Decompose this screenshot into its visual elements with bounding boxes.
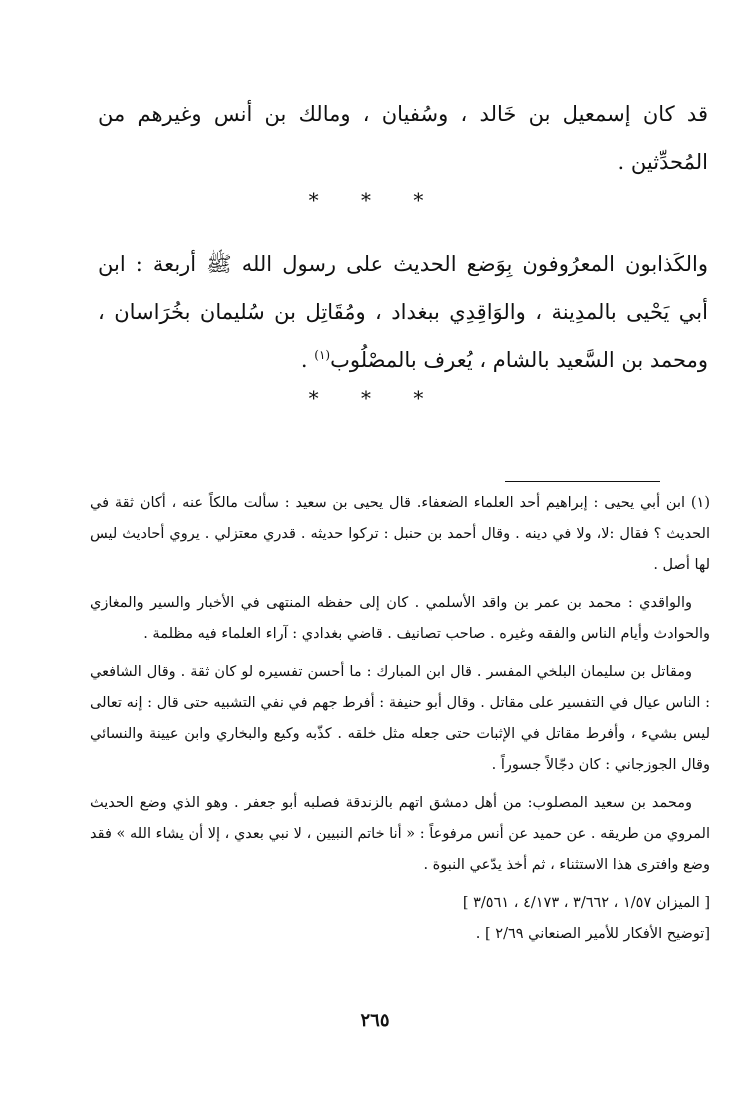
footnote-divider bbox=[505, 481, 660, 482]
page-number: ٢٦٥ bbox=[360, 1010, 390, 1031]
footnote-waqidi: والواقدي : محمد بن عمر بن واقد الأسلمي . كان إلى حفظه المنتهى في الأخبار والسير والمغازي والحوادث وأيام الناس والفقه وغيره . صاحب تصانيف . قاضي بغدادي : آراء العلماء فيه مظلمة . bbox=[90, 595, 710, 642]
paragraph-2-end: . bbox=[300, 348, 315, 372]
footnote-muqatil: ومقاتل بن سليمان البلخي المفسر . قال ابن المبارك : ما أحسن تفسيره لو كان ثقة . وقال الشافعي : الناس عيال في التفسير على مقاتل . وقال أبو حنيفة : أفرط جهم في نفي التشبيه حتى قال : إنه تعالى ليس بشيء ، وأفرط مقاتل في الإثبات حتى جعله مثل خلقه . كذّبه وكيع والبخاري وابن عيينة والنسائي وقال الجوزجاني : كان دجّالاً جسوراً . bbox=[90, 664, 710, 773]
footnote-reference-tawdih: [توضيح الأفكار للأمير الصنعاني ٢/٦٩ ] . bbox=[475, 926, 710, 942]
footnotes-section bbox=[90, 488, 710, 950]
footnote-reference-mizan: [ الميزان ١/٥٧ ، ٣/٦٦٢ ، ٤/١٧٣ ، ٣/٥٦١ ] bbox=[462, 895, 710, 911]
footnote-marker[interactable]: (١) bbox=[314, 348, 331, 362]
main-paragraph-2 bbox=[98, 240, 708, 384]
main-paragraph-1 bbox=[98, 90, 708, 186]
section-separator-1: * * * bbox=[308, 188, 442, 212]
paragraph-2 bbox=[98, 240, 708, 384]
paragraph-1-text: قد كان إسمعيل بن خَالد ، وسُفيان ، ومالك بن أنس وغيرهم من المُحدِّثين . bbox=[98, 102, 708, 174]
footnote-ibn-abi-yahya: (١) ابن أبي يحيى : إبراهيم أحد العلماء الضعفاء. قال يحيى بن سعيد : سألت مالكاً عنه ، أكان ثقة في الحديث ؟ فقال :لا، ولا في دينه . وقال أحمد بن حنبل : تركوا حديثه . قدري معتزلي . يروي أحاديث ليس لها أصل . bbox=[90, 495, 710, 573]
footnote-masloob: ومحمد بن سعيد المصلوب: من أهل دمشق اتهم بالزندقة فصلبه أبو جعفر . وهو الذي وضع الحديث المروي من طريقه . عن حميد عن أنس مرفوعاً : « أنا خاتم النبيين ، لا نبي بعدي ، إلا أن يشاء الله » فقد وضع وافترى هذا الاستثناء ، ثم أخذ يدّعي النبوة . bbox=[90, 795, 710, 873]
paragraph-2-text: والكَذابون المعرُوفون بِوَضع الحديث على رسول الله ﷺ أربعة : ابن أبي يَحْيى بالمدِينة ، والوَاقِدِي ببغداد ، ومُقَاتِل بن سُليمان بخُرَاسان ، ومحمد بن السَّعيد بالشام ، يُعرف بالمصْلُوب bbox=[98, 252, 708, 372]
section-separator-2: * * * bbox=[308, 386, 442, 410]
